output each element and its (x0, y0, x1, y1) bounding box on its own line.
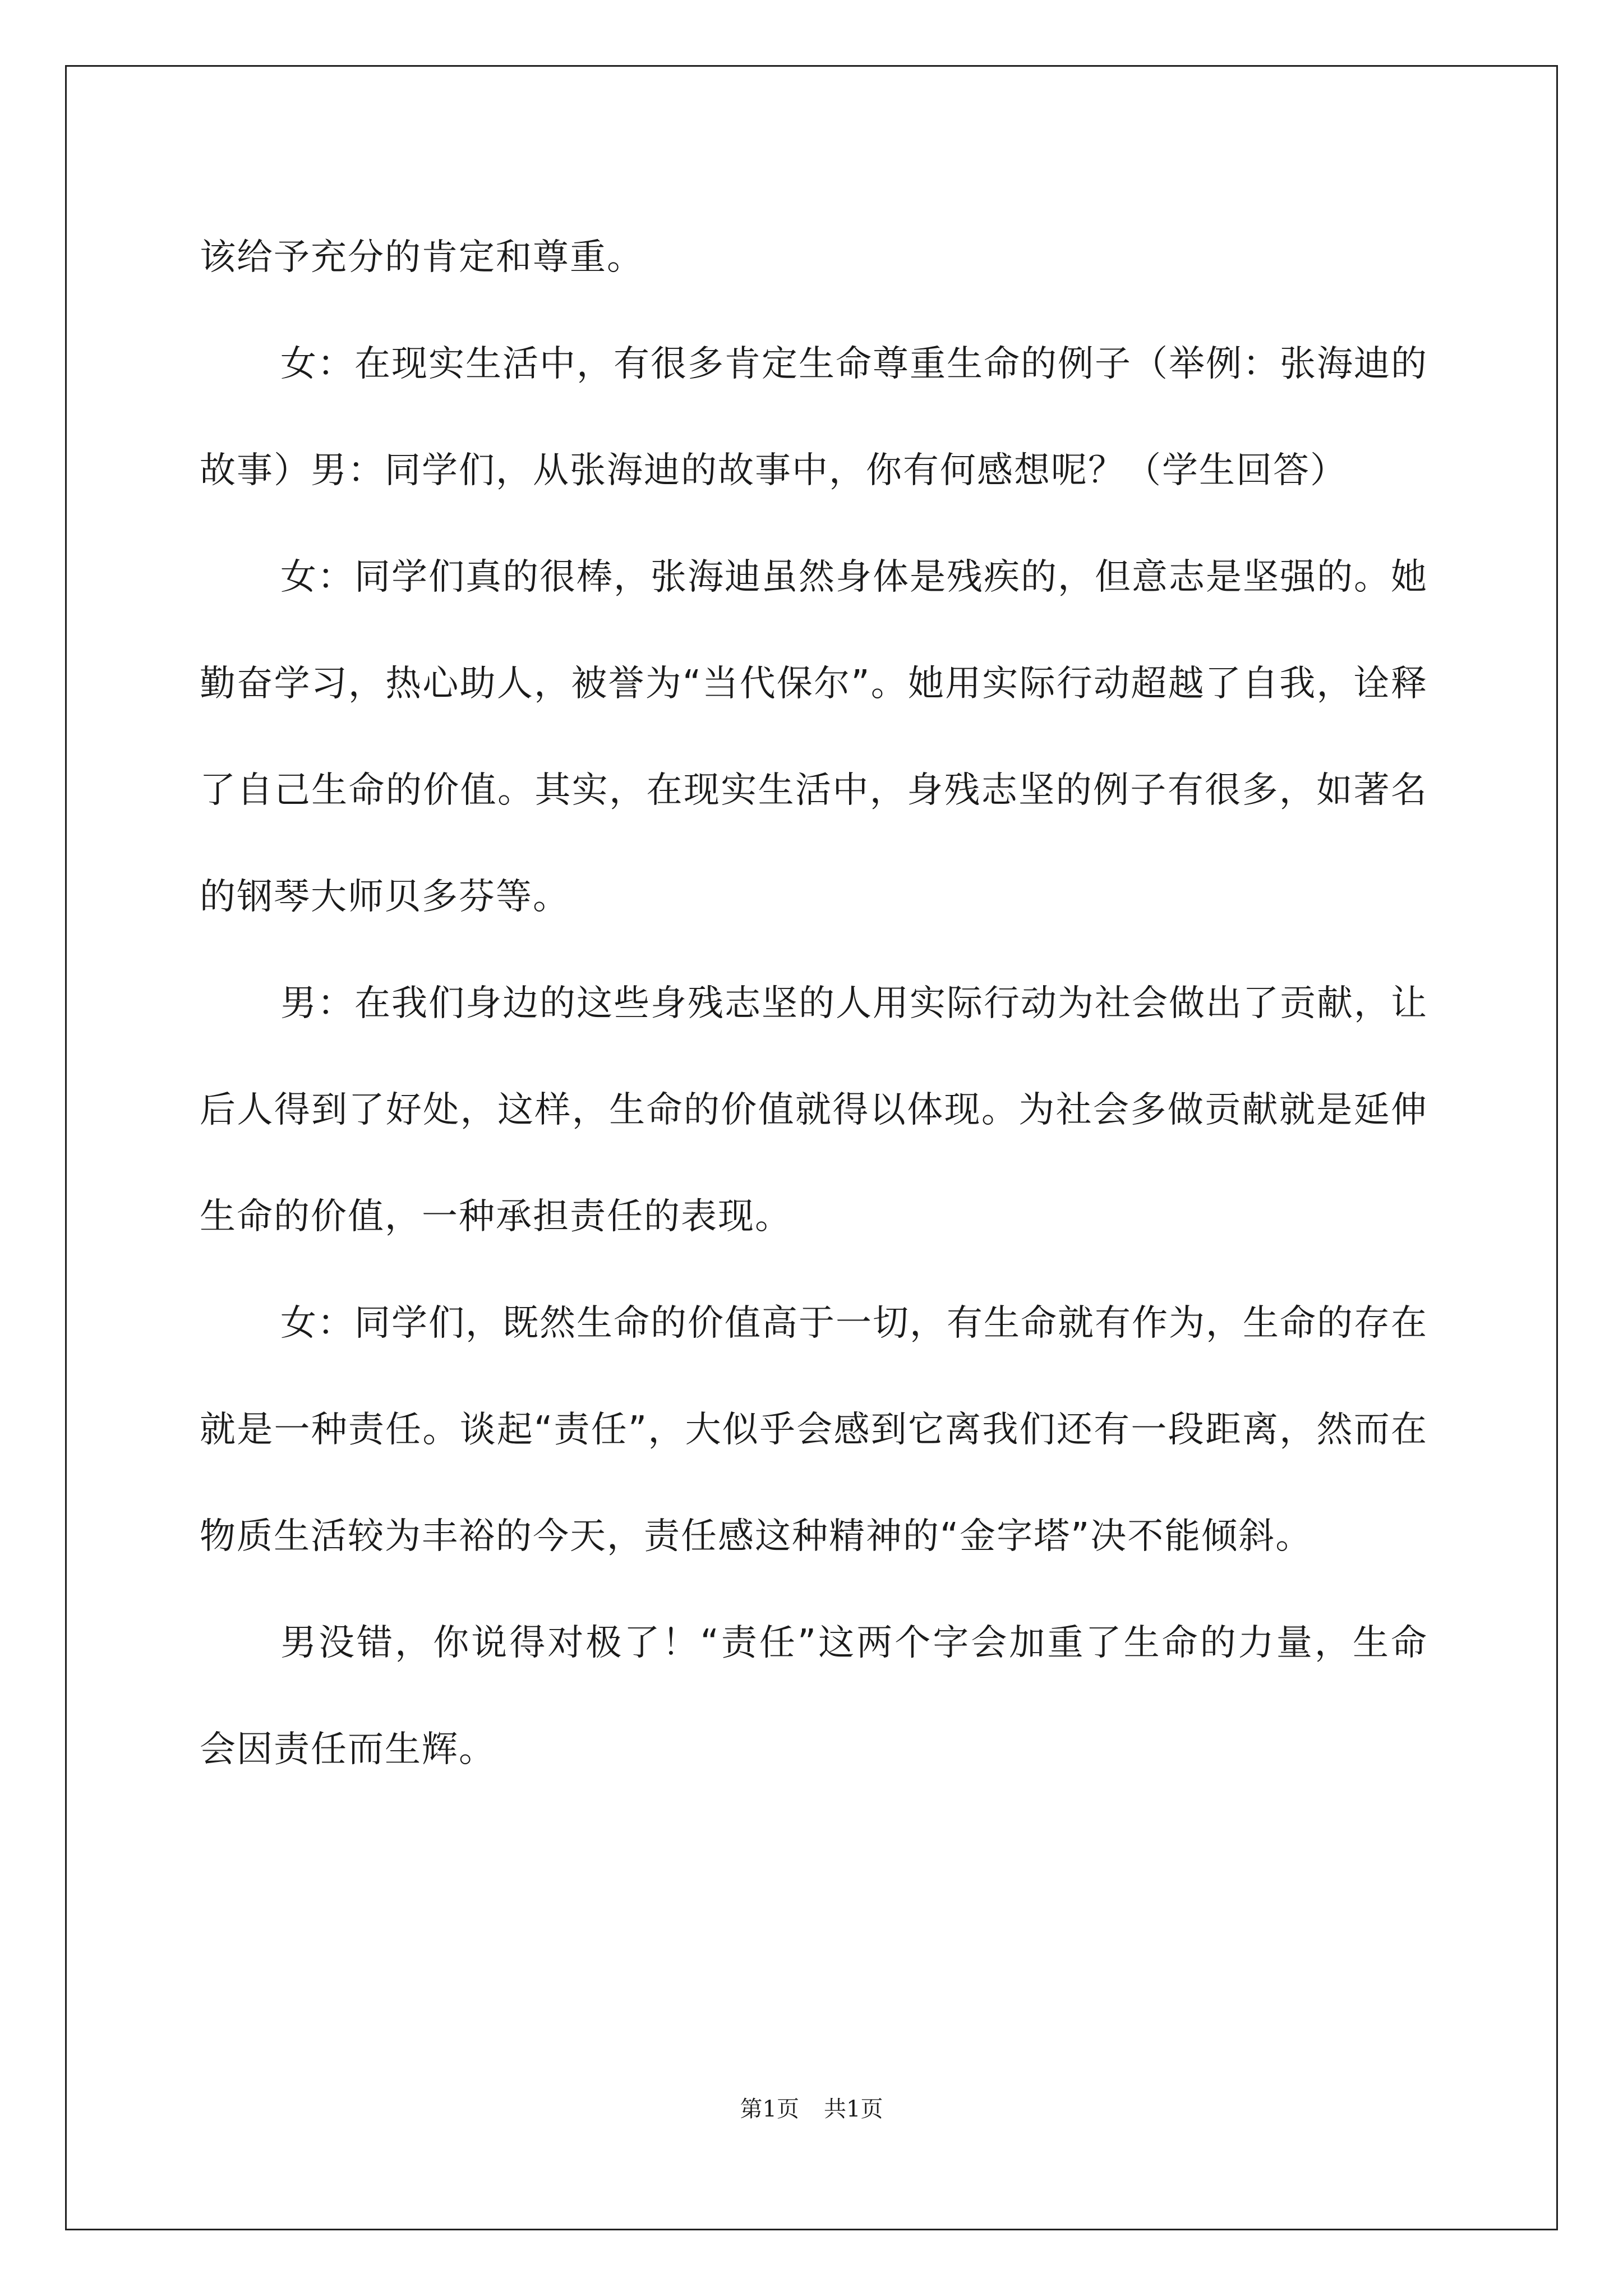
paragraph: 男没错，你说得对极了！“责任”这两个字会加重了生命的力量，生命会因责任而生辉。 (200, 1622, 1428, 1770)
document-body (200, 204, 1428, 1803)
page-total: 共1页 (824, 2096, 883, 2122)
page-number: 第1页 (740, 2096, 799, 2122)
page-footer (0, 2092, 1623, 2126)
paragraph: 该给予充分的肯定和尊重。 (200, 237, 644, 278)
paragraph: 女：在现实生活中，有很多肯定生命尊重生命的例子（举例：张海迪的故事）男：同学们，从张海迪的故事中，你有何感想呢？（学生回答） (200, 343, 1428, 491)
paragraph: 男：在我们身边的这些身残志坚的人用实际行动为社会做出了贡献，让后人得到了好处，这样，生命的价值就得以体现。为社会多做贡献就是延伸生命的价值，一种承担责任的表现。 (200, 983, 1428, 1237)
paragraph: 女：同学们真的很棒，张海迪虽然身体是残疾的，但意志是坚强的。她勤奋学习，热心助人，被誉为“当代保尔”。她用实际行动超越了自我，诠释了自己生命的价值。其实，在现实生活中，身残志坚的例子有很多，如著名的钢琴大师贝多芬等。 (200, 556, 1428, 918)
paragraph: 女：同学们，既然生命的价值高于一切，有生命就有作为，生命的存在就是一种责任。谈起“责任”，大似乎会感到它离我们还有一段距离，然而在物质生活较为丰裕的今天，责任感这种精神的“金字塔”决不能倾斜。 (200, 1303, 1428, 1557)
